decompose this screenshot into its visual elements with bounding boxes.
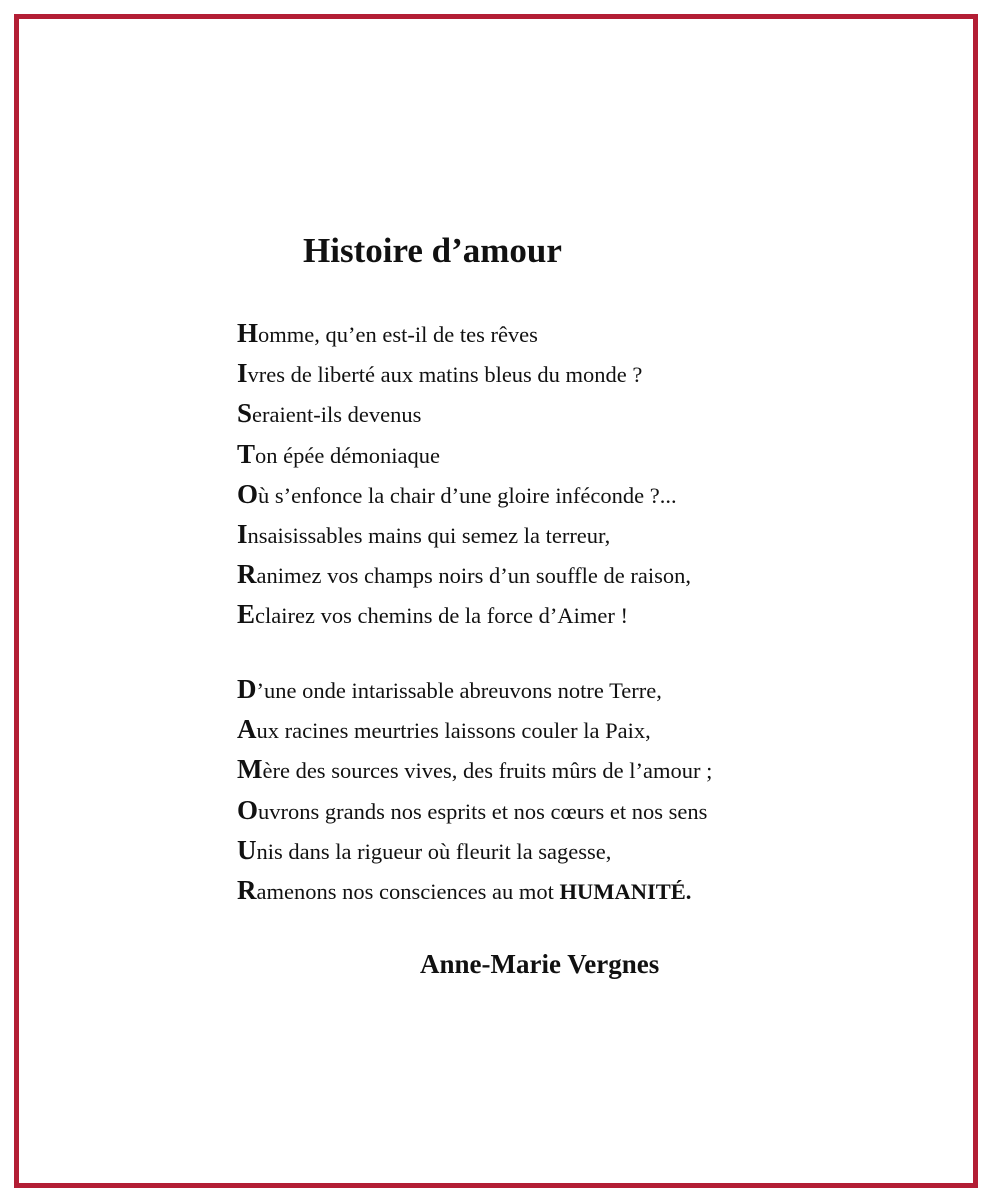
poem-line (237, 832, 712, 872)
poem-author: Anne-Marie Vergnes (420, 949, 660, 979)
line-text: animez vos champs noirs d’un souffle de raison, (256, 563, 691, 589)
poem-line (237, 556, 691, 596)
acrostic-initial: D (237, 674, 257, 704)
acrostic-initial: I (237, 358, 248, 389)
acrostic-initial: I (237, 518, 248, 549)
line-text: on épée démoniaque (255, 442, 440, 468)
line-text: nis dans la rigueur où fleurit la sagesse, (256, 838, 612, 864)
acrostic-initial: T (237, 438, 256, 469)
acrostic-initial: R (237, 559, 257, 590)
line-text: omme, qu’en est-il de tes rêves (258, 322, 538, 347)
poem-line (237, 476, 691, 516)
acrostic-initial: R (237, 874, 257, 905)
poem-title: Histoire d’amour (303, 231, 562, 270)
line-text: vres de liberté aux matins bleus du monde ? (247, 362, 643, 388)
line-text: ù s’enfonce la chair d’une gloire inféconde ?... (258, 482, 677, 508)
acrostic-initial: A (237, 714, 257, 745)
stanza-2 (237, 671, 712, 912)
line-text: uvrons grands nos esprits et nos cœurs et nos sens (258, 798, 708, 824)
acrostic-initial: O (237, 794, 259, 825)
poem-line (237, 751, 712, 791)
line-text: ’une onde intarissable abreuvons notre Terre, (256, 678, 662, 703)
poem-line (237, 872, 712, 912)
emphasized-word: HUMANITÉ. (559, 878, 692, 904)
line-text: amenons nos consciences au mot (256, 878, 560, 904)
acrostic-initial: H (237, 318, 259, 348)
stanza-1 (237, 315, 691, 637)
line-text: ère des sources vives, des fruits mûrs de l’amour ; (262, 758, 713, 784)
poem-line (237, 436, 691, 476)
acrostic-initial: U (237, 834, 257, 865)
poem-line (237, 315, 691, 355)
acrostic-initial: S (237, 398, 253, 429)
poem-line (237, 395, 691, 435)
poem-line (237, 671, 712, 711)
poem-line (237, 711, 712, 751)
poem-line (237, 792, 712, 832)
acrostic-initial: E (237, 599, 256, 630)
poem-line (237, 596, 691, 636)
line-text: nsaisissables mains qui semez la terreur, (247, 522, 611, 548)
poem-line (237, 355, 691, 395)
line-text: ux racines meurtries laissons couler la Paix, (256, 718, 651, 744)
poem-line (237, 516, 691, 556)
acrostic-initial: O (237, 478, 259, 509)
line-text: clairez vos chemins de la force d’Aimer ! (255, 603, 628, 629)
line-text: eraient-ils devenus (252, 402, 422, 428)
acrostic-initial: M (237, 754, 263, 785)
